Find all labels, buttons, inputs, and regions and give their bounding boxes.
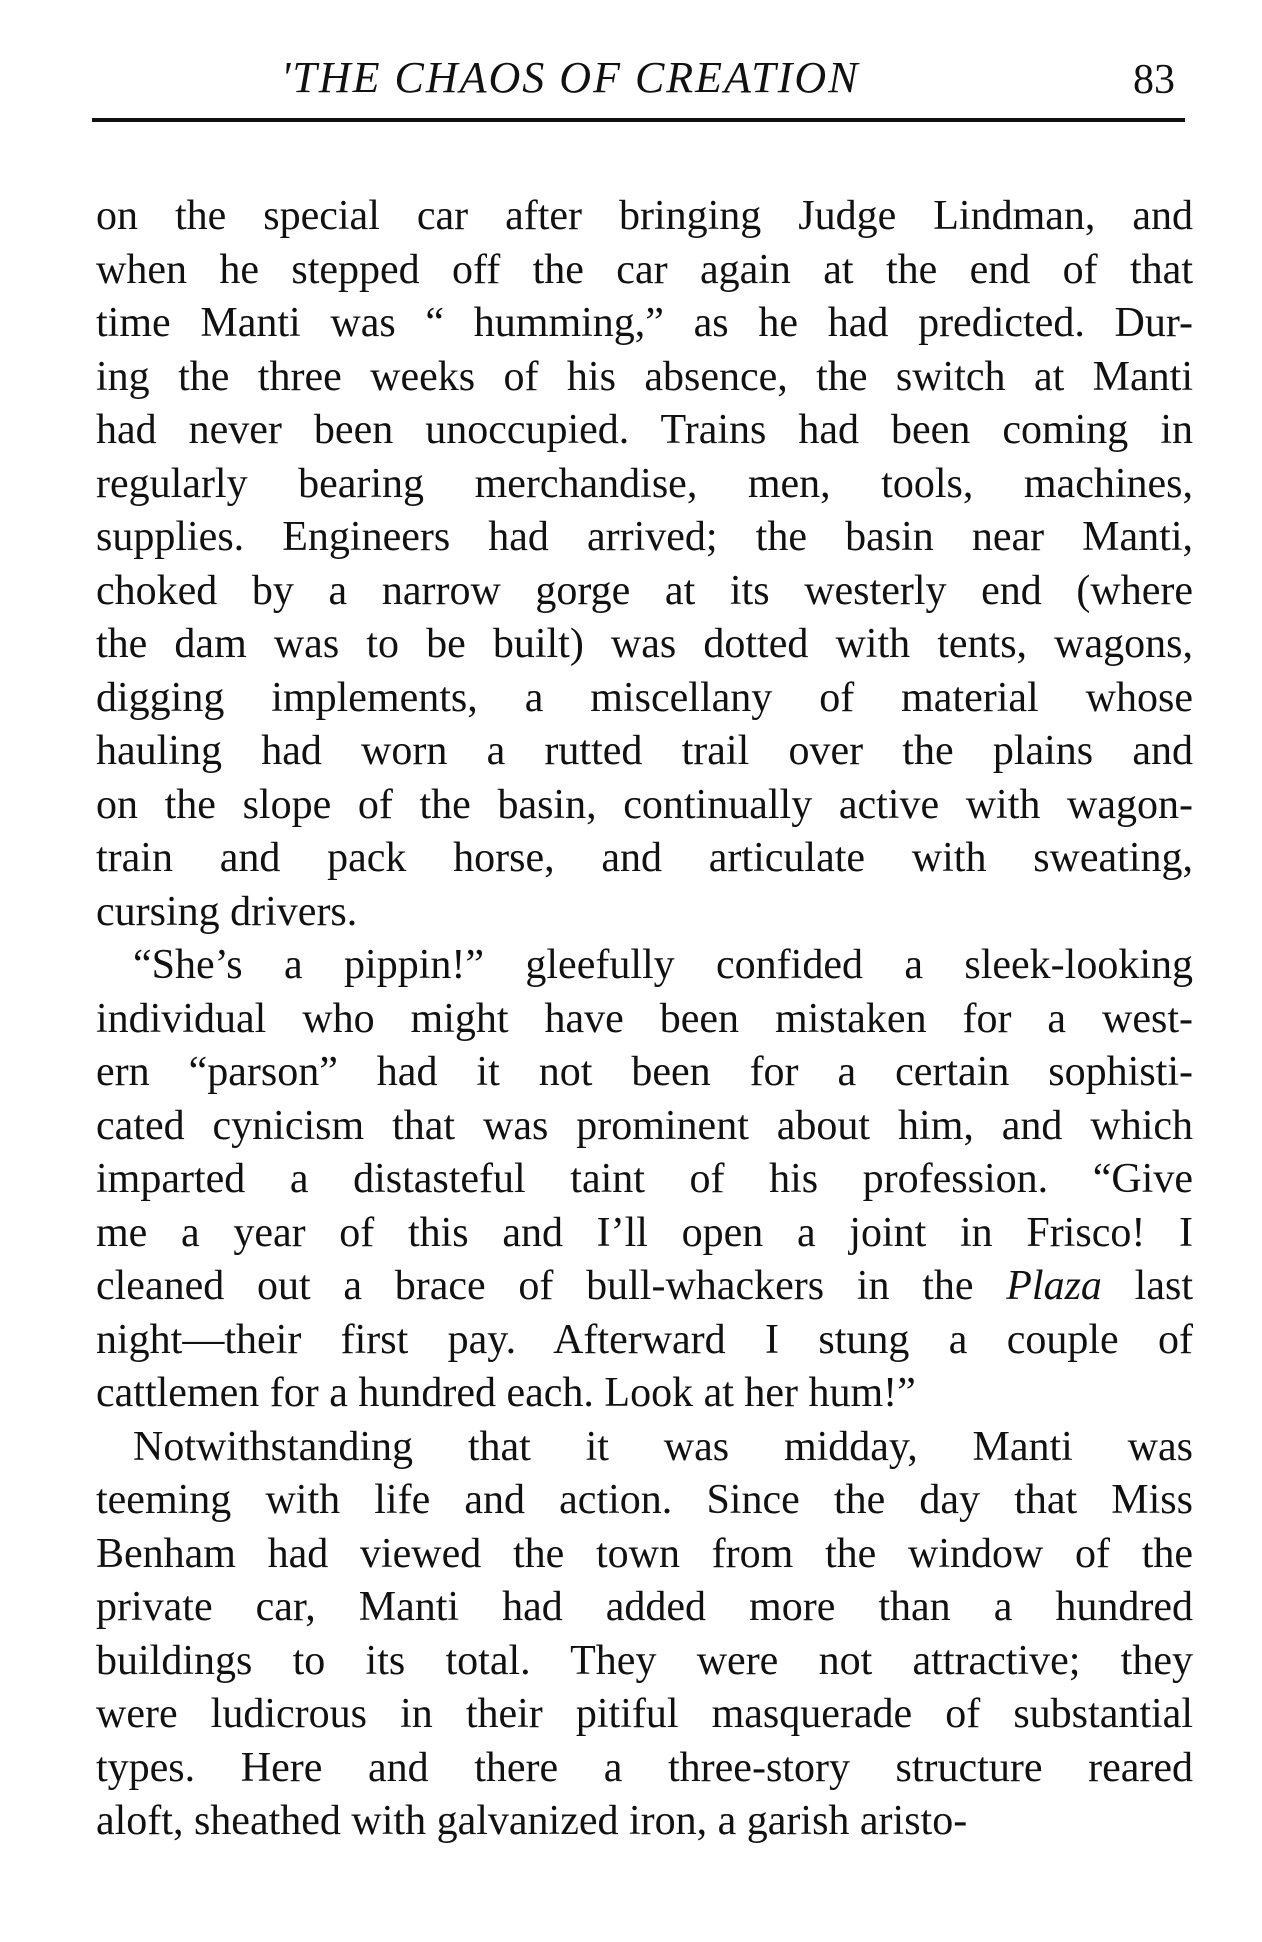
- text-line: the dam was to be built) was dotted with tents, wagons,: [96, 621, 1193, 667]
- text-line: digging implements, a miscellany of material whose: [96, 674, 1193, 721]
- italic-word: Plaza: [1006, 1263, 1102, 1309]
- text-line: supplies. Engineers had arrived; the basin near Manti,: [96, 514, 1193, 560]
- text-line: cattlemen for a hundred each. Look at her hum!”: [96, 1370, 916, 1416]
- text-line: on the special car after bringing Judge Lindman, and: [96, 193, 1193, 239]
- text-line: regularly bearing merchandise, men, tools, machines,: [96, 460, 1193, 507]
- text-line: train and pack horse, and articulate with sweating,: [96, 835, 1193, 881]
- text-line: “She’s a pippin!” gleefully confided a sleek-looking: [133, 942, 1193, 988]
- text-line: individual who might have been mistaken for a west-: [96, 995, 1193, 1042]
- text-line: types. Here and there a three-story structure reared: [96, 1744, 1193, 1791]
- text-line: cursing drivers.: [96, 888, 358, 935]
- text-line: teeming with life and action. Since the day that Miss: [96, 1477, 1193, 1523]
- text-line: me a year of this and I’ll open a joint in Frisco! I: [96, 1209, 1193, 1256]
- text-line: private car, Manti had added more than a hundred: [96, 1584, 1193, 1630]
- text-line: time Manti was “ humming,” as he had predicted. Dur-: [96, 300, 1193, 346]
- page-number: 83: [1133, 57, 1175, 103]
- text-line: night—their first pay. Afterward I stung a couple of: [96, 1316, 1193, 1363]
- text-line: had never been unoccupied. Trains had been coming in: [96, 407, 1193, 453]
- text-line: ern “parson” had it not been for a certain sophisti-: [96, 1049, 1193, 1095]
- running-head-title: 'THE CHAOS OF CREATION: [281, 53, 860, 102]
- body-text: [96, 190, 1193, 1849]
- text-line: Benham had viewed the town from the window of the: [96, 1530, 1193, 1577]
- text-line: Notwithstanding that it was midday, Manti was: [133, 1423, 1193, 1470]
- text-line: aloft, sheathed with galvanized iron, a garish aristo-: [96, 1798, 968, 1844]
- text-line: cated cynicism that was prominent about him, and which: [96, 1102, 1193, 1149]
- text-line: were ludicrous in their pitiful masquerade of substantial: [96, 1691, 1193, 1737]
- text-line: buildings to its total. They were not attractive; they: [96, 1637, 1193, 1684]
- header-rule: [92, 118, 1185, 122]
- text-line: imparted a distasteful taint of his profession. “Give: [96, 1156, 1193, 1202]
- text-line: on the slope of the basin, continually active with wagon-: [96, 781, 1193, 828]
- text-segment: cleaned out a brace of bull-whackers in the: [96, 1263, 1007, 1309]
- text-line: [96, 1260, 1193, 1314]
- text-line: ing the three weeks of his absence, the switch at Manti: [96, 353, 1193, 400]
- text-segment: last: [1101, 1263, 1194, 1309]
- text-line: choked by a narrow gorge at its westerly end (where: [96, 567, 1193, 614]
- text-line: when he stepped off the car again at the end of that: [96, 246, 1193, 293]
- text-line: hauling had worn a rutted trail over the plains and: [96, 728, 1193, 774]
